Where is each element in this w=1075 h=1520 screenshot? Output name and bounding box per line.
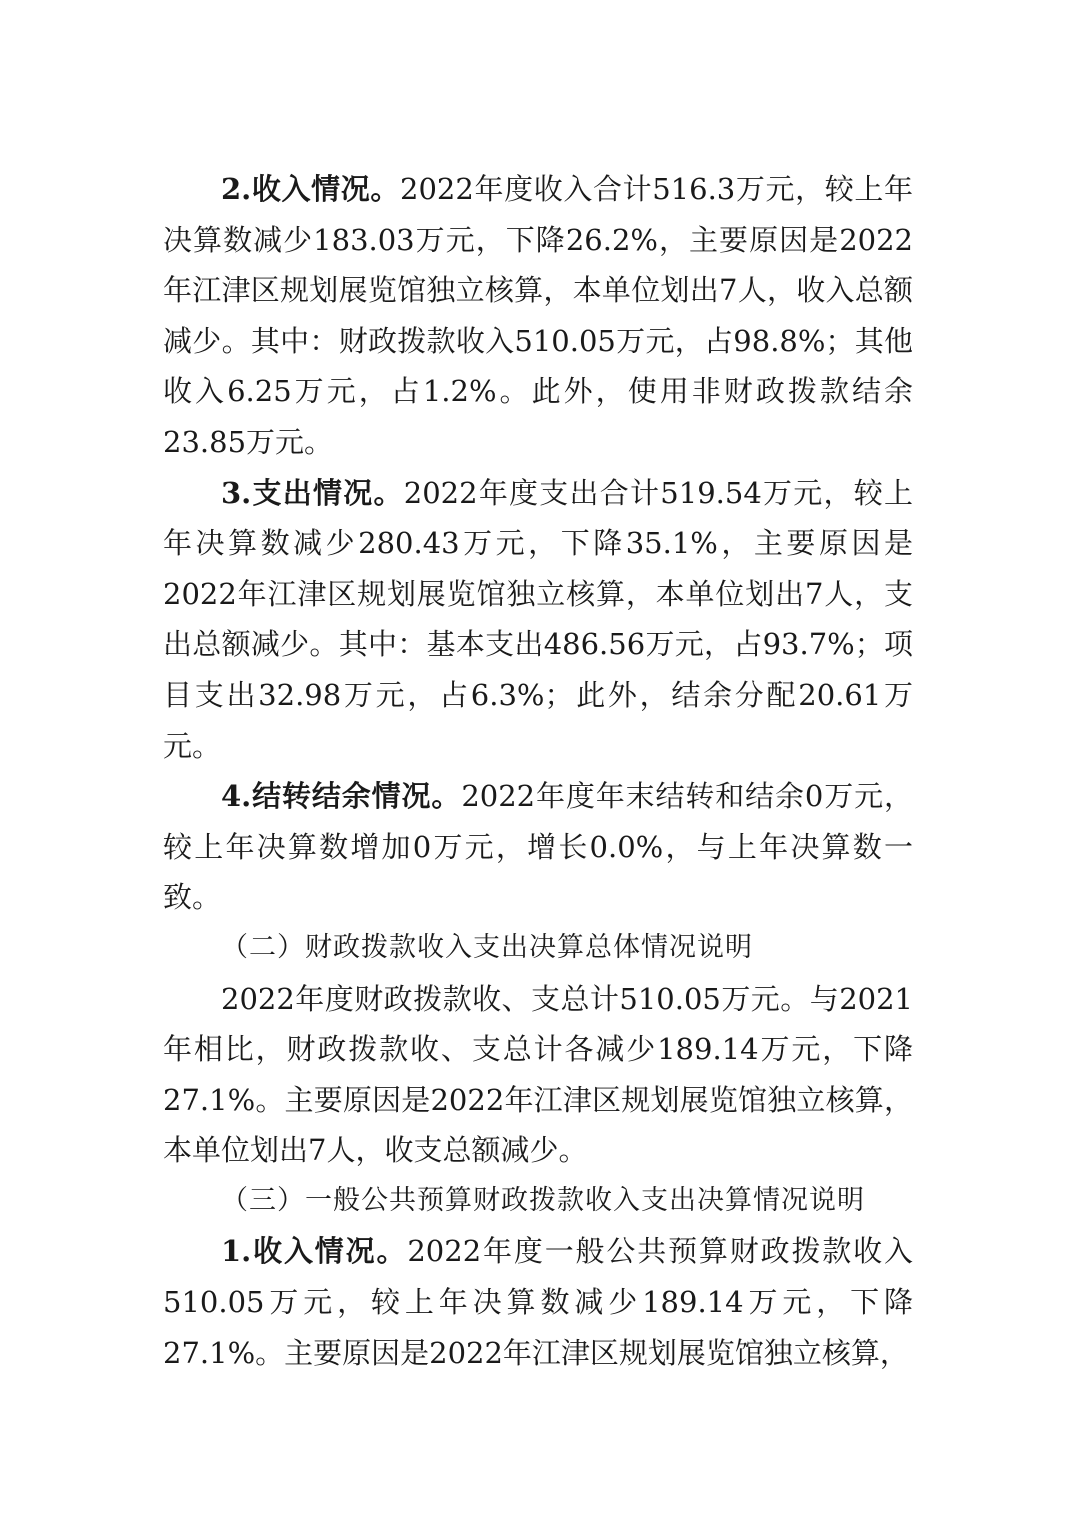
general-budget-income-heading: 1.收入情况。 [221,1234,408,1269]
expenditure-paragraph [163,468,913,772]
carryover-paragraph [163,771,913,923]
document-body [163,164,913,1378]
income-heading: 2.收入情况。 [221,172,401,206]
expenditure-text: 2022年度支出合计519.54万元，较上年决算数减少280.43万元，下降35.1%，主要原因是2022年江津区规划展览馆独立核算，本单位划出7人，支出总额减少。其中：基本支出486.56万元，占93.7%；项目支出32.98万元，占6.3%；此外，结余分配20.61万元。 [163,475,913,763]
income-text: 2022年度收入合计516.3万元，较上年决算数减少183.03万元，下降26.2%，主要原因是2022年江津区规划展览馆独立核算，本单位划出7人，收入总额减少。其中：财政拨款收入510.05万元，占98.8%；其他收入6.25万元，占1.2%。此外，使用非财政拨款结余23.85万元。 [163,172,913,459]
carryover-text: 2022年度年末结转和结余0万元，较上年决算数增加0万元，增长0.0%，与上年决算数一致。 [163,779,913,915]
fiscal-overview-paragraph: 2022年度财政拨款收、支总计510.05万元。与2021年相比，财政拨款收、支总计各减少189.14万元，下降27.1%。主要原因是2022年江津区规划展览馆独立核算，本单位划出7人，收支总额减少。 [163,981,913,1168]
general-budget-income-text: 2022年度一般公共预算财政拨款收入510.05万元，较上年决算数减少189.14万元，下降27.1%。主要原因是2022年江津区规划展览馆独立核算， [163,1234,913,1370]
general-budget-income-paragraph [163,1226,913,1378]
expenditure-heading: 3.支出情况。 [221,475,404,510]
income-paragraph [163,164,913,468]
carryover-heading: 4.结转结余情况。 [221,779,462,814]
fiscal-overview-subheading: （二）财政拨款收入支出决算总体情况说明 [221,931,753,963]
general-budget-subheading: （三）一般公共预算财政拨款收入支出决算情况说明 [221,1184,865,1216]
